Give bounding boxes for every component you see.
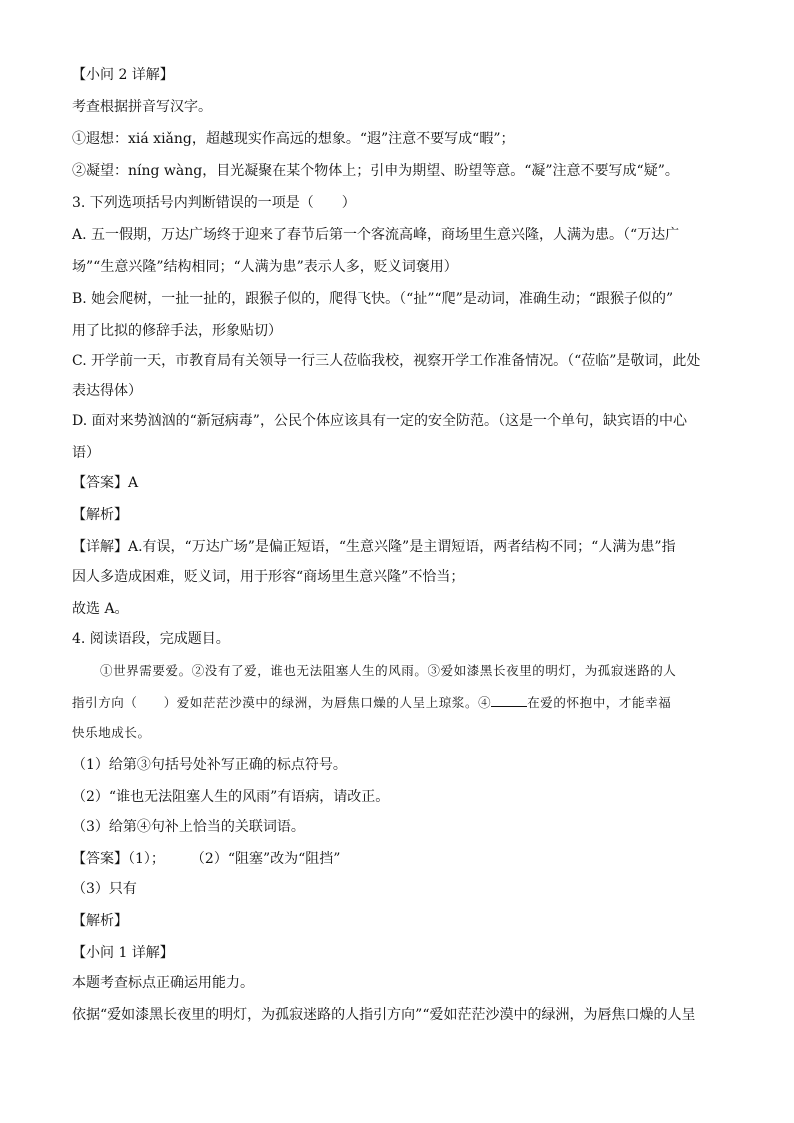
- question-4-stem: 4. 阅读语段，完成题目。: [72, 631, 230, 647]
- question-3-stem: 3. 下列选项括号内判断错误的一项是（ ）: [72, 195, 356, 211]
- text-line: 依据“爱如漆黑长夜里的明灯，为孤寂迷路的人指引方向”“爱如茫茫沙漠中的绿洲，为唇焦口燥的人呈: [72, 1007, 696, 1023]
- subquestion-1: （1）给第③句括号处补写正确的标点符号。: [72, 757, 347, 773]
- text-line: 本题考查标点正确运用能力。: [72, 975, 254, 991]
- passage-line: 快乐地成长。: [72, 725, 151, 740]
- answer-part-3: （3）只有: [72, 881, 137, 897]
- answer-label: 【答案】A: [72, 475, 139, 491]
- answer-part-1: 【答案】（1）；: [72, 851, 165, 867]
- detail-explanation-cont: 因人多造成困难，贬义词，用于形容“商场里生意兴隆”不恰当；: [72, 569, 465, 585]
- option-d: D. 面对来势汹汹的“新冠病毒”，公民个体应该具有一定的安全防范。（这是一个单句，缺宾语的中心: [72, 413, 687, 429]
- analysis-label: 【解析】: [72, 507, 128, 523]
- passage-line: ①世界需要爱。②没有了爱，谁也无法阻塞人生的风雨。③爱如漆黑长夜里的明灯，为孤寂迷路的人: [100, 663, 677, 678]
- option-c-cont: 表达得体）: [72, 383, 142, 399]
- option-b: B. 她会爬树，一扯一扯的，跟猴子似的，爬得飞快。（“扯”“爬”是动词，准确生动；“跟猴子似的”: [72, 291, 674, 307]
- text-line: ②凝望：níng wàng，目光凝聚在某个物体上；引申为期望、盼望等意。“凝”注意不要写成“疑”。: [72, 163, 679, 179]
- option-a: A. 五一假期，万达广场终于迎来了春节后第一个客流高峰，商场里生意兴隆，人满为患。（“万达广: [72, 227, 680, 243]
- detail-explanation: 【详解】A.有误，“万达广场”是偏正短语，“生意兴隆”是主谓短语，两者结构不同；“人满为患”指: [72, 539, 676, 555]
- passage-text: 在爱的怀抱中，才能幸福: [527, 695, 672, 710]
- subquestion-2: （2）“谁也无法阻塞人生的风雨”有语病，请改正。: [72, 789, 390, 805]
- option-b-cont: 用了比拟的修辞手法，形象贴切）: [72, 323, 282, 339]
- answer-part-2: （2）“阻塞”改为“阻挡”: [190, 851, 341, 867]
- answer-line: [72, 850, 340, 868]
- subquestion-1-heading: 【小问 1 详解】: [72, 945, 174, 961]
- fill-blank: [491, 694, 527, 707]
- option-a-cont: 场”“生意兴隆”结构相同；“人满为患”表示人多，贬义词褒用）: [72, 259, 458, 275]
- choice-statement: 故选 A。: [72, 601, 129, 617]
- passage-line: [72, 694, 671, 712]
- subquestion-2-heading: 【小问 2 详解】: [72, 67, 174, 83]
- option-d-cont: 语）: [72, 445, 100, 461]
- subquestion-3: （3）给第④句补上恰当的关联词语。: [72, 819, 305, 835]
- text-line: 考查根据拼音写汉字。: [72, 99, 212, 115]
- option-c: C. 开学前一天，市教育局有关领导一行三人莅临我校，视察开学工作准备情况。（“莅临”是敬词，此处: [72, 353, 701, 369]
- text-line: ①遐想：xiá xiǎng，超越现实作高远的想象。“遐”注意不要写成“暇”；: [72, 131, 515, 147]
- analysis-label: 【解析】: [72, 913, 128, 929]
- passage-text: 指引方向（ ）爱如茫茫沙漠中的绿洲，为唇焦口燥的人呈上琼浆。④: [72, 695, 492, 710]
